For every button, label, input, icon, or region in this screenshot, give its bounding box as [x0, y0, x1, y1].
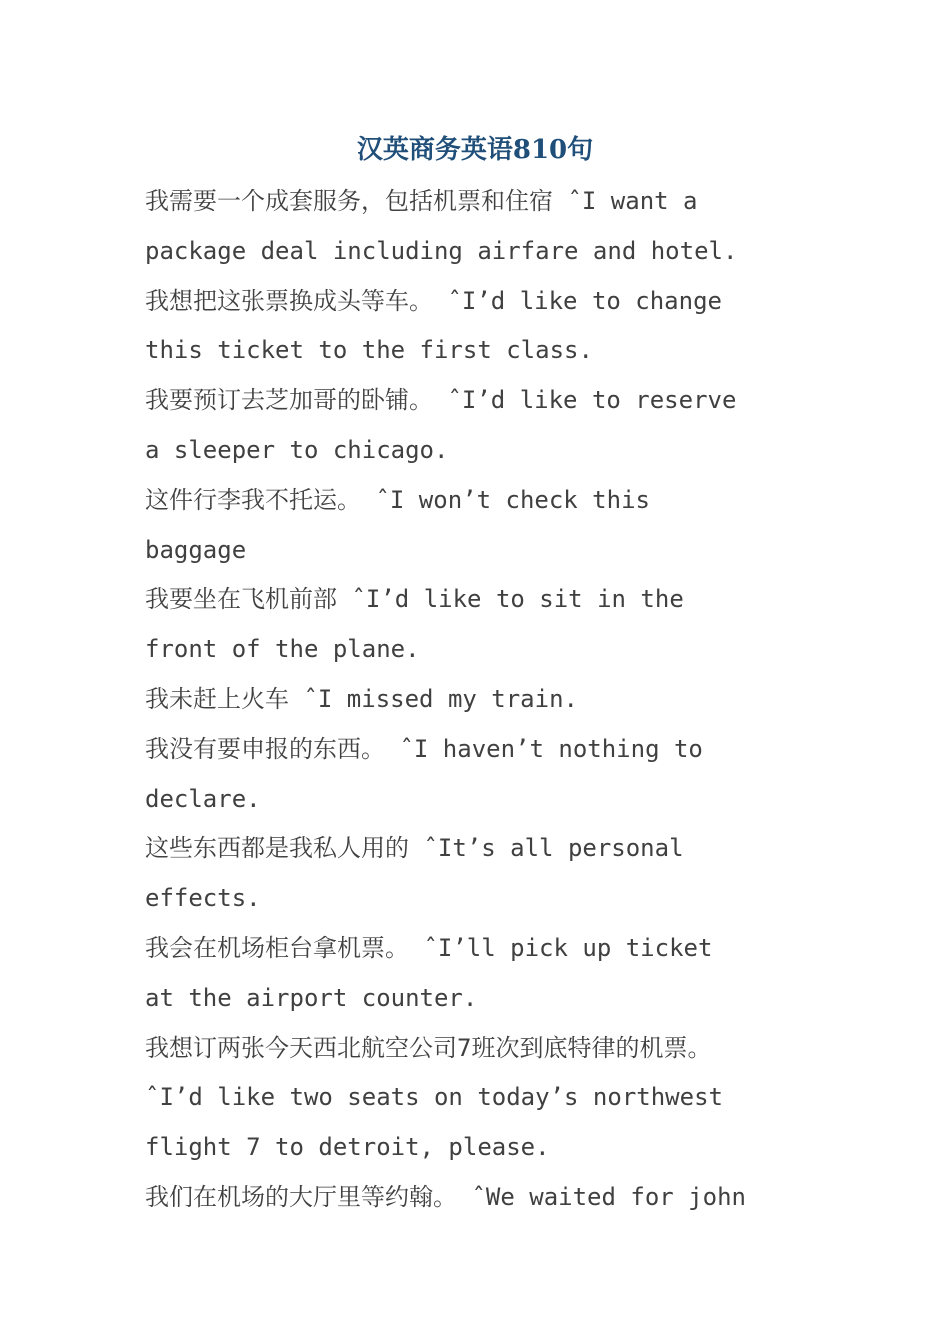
document-body [145, 177, 830, 1223]
text-line: package deal including airfare and hotel. [145, 236, 738, 265]
text-line: 我没有要申报的东西。 ˆI haven’t nothing to [145, 734, 703, 763]
text-line: 这件行李我不托运。 ˆI won’t check this [145, 485, 650, 514]
text-line: a sleeper to chicago. [145, 435, 449, 464]
document-title: 汉英商务英语810句 [356, 135, 594, 165]
text-line: declare. [145, 784, 261, 813]
text-line: 我会在机场柜台拿机票。 ˆI’ll pick up ticket [145, 933, 713, 962]
text-line: this ticket to the first class. [145, 336, 593, 365]
text-line: 我要预订去芝加哥的卧铺。 ˆI’d like to reserve [145, 386, 737, 415]
text-line: 这些东西都是我私人用的 ˆIt’s all personal [145, 834, 684, 863]
text-line: 我需要一个成套服务，包括机票和住宿 ˆI want a [145, 187, 698, 215]
text-line: 我未赶上火车 ˆI missed my train. [145, 684, 578, 713]
text-line: front of the plane. [145, 635, 420, 664]
text-line: 我要坐在飞机前部 ˆI’d like to sit in the [145, 585, 684, 614]
text-line: baggage [145, 535, 247, 564]
text-line: effects. [145, 884, 261, 913]
text-line: at the airport counter. [145, 983, 478, 1012]
text-line: flight 7 to detroit, please. [145, 1133, 550, 1162]
text-line: 我想订两张今天西北航空公司7班次到底特律的机票。 [145, 1033, 712, 1062]
text-line: ˆI’d like two seats on today’s northwest [145, 1083, 723, 1112]
text-line: 我们在机场的大厅里等约翰。 ˆWe waited for john [145, 1182, 746, 1211]
text-line: 我想把这张票换成头等车。 ˆI’d like to change [145, 286, 722, 315]
